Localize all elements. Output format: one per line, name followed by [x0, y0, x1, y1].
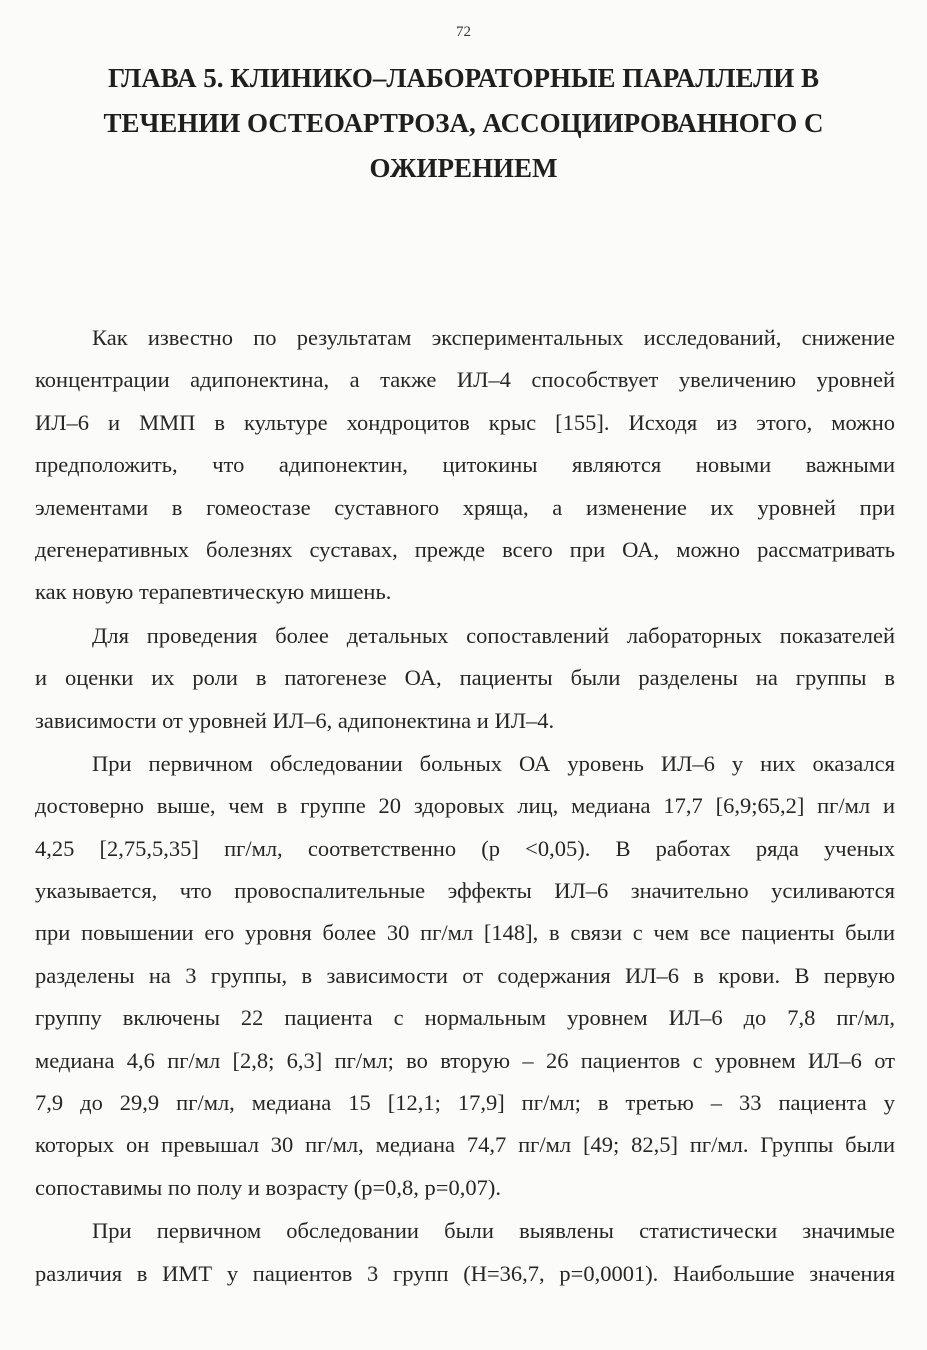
text-line: как новую терапевтическую мишень.: [35, 579, 392, 605]
text-line: различия в ИМТ у пациентов 3 групп (Н=36,7, р=0,0001). Наибольшие значения: [35, 1260, 895, 1286]
text-line: при повышении его уровня более 30 пг/мл [148], в связи с чем все пациенты были: [35, 920, 895, 946]
paragraph: [35, 317, 895, 614]
text-line: 7,9 до 29,9 пг/мл, медиана 15 [12,1; 17,9] пг/мл; в третью – 33 пациента у: [35, 1090, 895, 1116]
text-line: При первичном обследовании были выявлены статистически значимые: [92, 1218, 895, 1244]
chapter-title-line: ОЖИРЕНИЕМ: [369, 153, 558, 183]
paragraph: [35, 1210, 895, 1295]
text-line: группу включены 22 пациента с нормальным уровнем ИЛ–6 до 7,8 пг/мл,: [35, 1005, 895, 1031]
text-line: элементами в гомеостазе суставного хряща, а изменение их уровней при: [35, 494, 895, 520]
chapter-title: [0, 56, 927, 191]
paragraph: [35, 615, 895, 742]
text-line: которых он превышал 30 пг/мл, медиана 74,7 пг/мл [49; 82,5] пг/мл. Группы были: [35, 1132, 895, 1158]
text-line: зависимости от уровней ИЛ–6, адипонектина и ИЛ–4.: [35, 707, 555, 733]
text-line: дегенеративных болезнях суставах, прежде всего при ОА, можно рассматривать: [35, 536, 895, 562]
text-line: При первичном обследовании больных ОА уровень ИЛ–6 у них оказался: [92, 750, 895, 776]
text-line: Для проведения более детальных сопоставлений лабораторных показателей: [92, 622, 895, 648]
chapter-title-line: ГЛАВА 5. КЛИНИКО–ЛАБОРАТОРНЫЕ ПАРАЛЛЕЛИ В: [107, 63, 820, 93]
page-number: 72: [456, 24, 471, 40]
chapter-title-line: ТЕЧЕНИИ ОСТЕОАРТРОЗА, АССОЦИИРОВАННОГО С: [103, 108, 824, 138]
text-line: сопоставимы по полу и возрасту (р=0,8, р=0,07).: [35, 1174, 501, 1200]
text-line: указывается, что провоспалительные эффекты ИЛ–6 значительно усиливаются: [35, 878, 895, 904]
text-line: 4,25 [2,75,5,35] пг/мл, соответственно (р <0,05). В работах ряда ученых: [35, 835, 895, 861]
paragraph: [35, 743, 895, 1209]
text-line: предположить, что адипонектин, цитокины являются новыми важными: [35, 452, 895, 478]
text-line: медиана 4,6 пг/мл [2,8; 6,3] пг/мл; во вторую – 26 пациентов с уровнем ИЛ–6 от: [35, 1047, 895, 1073]
text-line: концентрации адипонектина, а также ИЛ–4 способствует увеличению уровней: [35, 367, 895, 393]
text-line: ИЛ–6 и ММП в культуре хондроцитов крыс [155]. Исходя из этого, можно: [35, 409, 895, 435]
text-line: разделены на 3 группы, в зависимости от содержания ИЛ–6 в крови. В первую: [35, 962, 895, 988]
text-line: достоверно выше, чем в группе 20 здоровых лиц, медиана 17,7 [6,9;65,2] пг/мл и: [35, 793, 895, 819]
text-line: Как известно по результатам экспериментальных исследований, снижение: [92, 325, 895, 350]
text-line: и оценки их роли в патогенезе ОА, пациенты были разделены на группы в: [35, 665, 895, 691]
body-text: [35, 317, 895, 1295]
